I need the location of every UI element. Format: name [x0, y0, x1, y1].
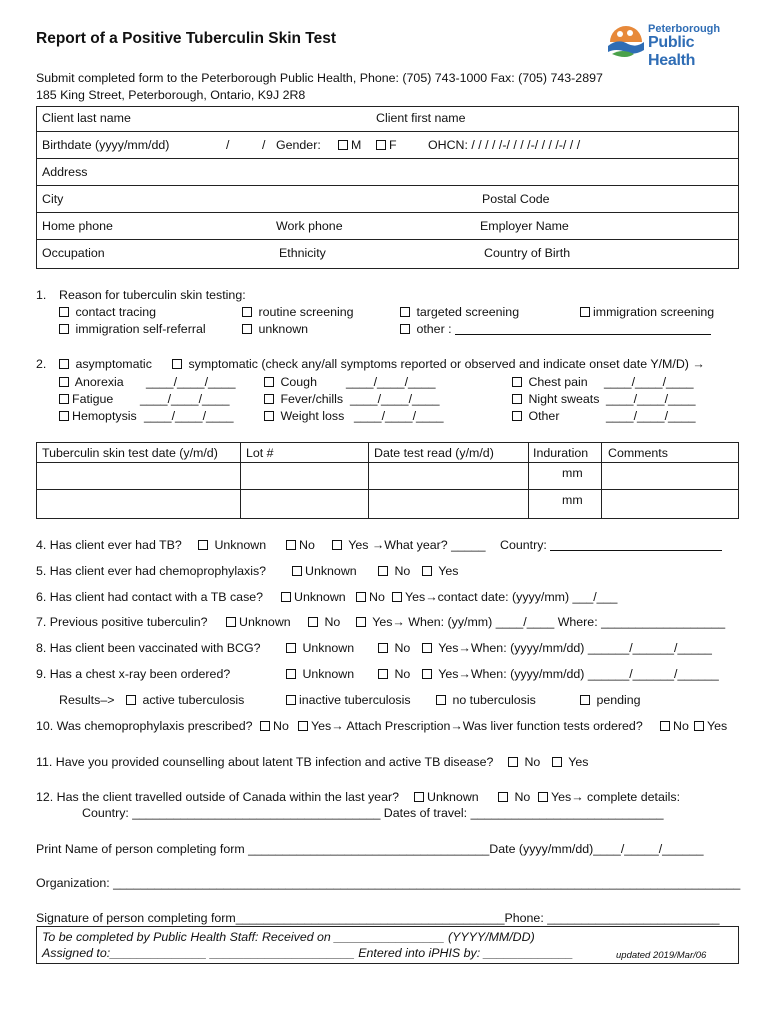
checkbox-icon[interactable] [126, 695, 136, 705]
q2-other[interactable]: Other [512, 409, 559, 423]
checkbox-icon[interactable] [338, 140, 348, 150]
address-field[interactable]: Address [42, 165, 88, 179]
table-header-date-read: Date test read (y/m/d) [374, 446, 494, 460]
checkbox-icon[interactable] [226, 617, 236, 627]
q1-unknown[interactable]: unknown [242, 322, 308, 336]
postal-code-field[interactable]: Postal Code [482, 192, 550, 206]
birthdate-slash-2: / [262, 138, 266, 152]
q2-chest-pain-date[interactable]: ____/____/____ [604, 375, 694, 389]
q7-yes[interactable]: Yes→ When: (yy/mm) ____/____ Where: __________________ [356, 615, 725, 629]
checkbox-icon[interactable] [59, 359, 69, 369]
staff-assigned-line[interactable]: Assigned to:______________ _____________________ Entered into iPHIS by: _____________ [42, 946, 574, 960]
checkbox-icon[interactable] [264, 394, 274, 404]
q10-lft-yes[interactable]: Yes [694, 719, 727, 733]
q5-no[interactable]: No [378, 564, 410, 578]
q1-routine[interactable]: routine screening [242, 305, 354, 319]
checkbox-icon[interactable] [378, 643, 388, 653]
q2-weight-loss[interactable]: Weight loss [264, 409, 344, 423]
ethnicity-field[interactable]: Ethnicity [279, 246, 326, 260]
q12-yes[interactable]: Yes→ complete details: [538, 790, 680, 804]
checkbox-icon[interactable] [242, 307, 252, 317]
checkbox-icon[interactable] [400, 324, 410, 334]
q4-country[interactable]: Country: [500, 538, 722, 552]
q9-unknown[interactable]: Unknown [286, 667, 354, 681]
q2-night-sweats[interactable]: Night sweats [512, 392, 599, 406]
checkbox-icon[interactable] [264, 411, 274, 421]
checkbox-icon[interactable] [422, 643, 432, 653]
checkbox-icon[interactable] [580, 307, 590, 317]
q11-label: 11. Have you provided counselling about latent TB infection and active TB disease? [36, 755, 494, 769]
checkbox-icon[interactable] [538, 792, 548, 802]
checkbox-icon[interactable] [498, 792, 508, 802]
checkbox-icon[interactable] [356, 617, 366, 627]
q9-yes[interactable]: Yes→When: (yyyy/mm/dd) ______/______/______ [422, 667, 719, 681]
city-field[interactable]: City [42, 192, 64, 206]
table-header-comments: Comments [608, 446, 668, 460]
q4-label: 4. Has client ever had TB? [36, 538, 182, 552]
home-phone-field[interactable]: Home phone [42, 219, 113, 233]
q7-label: 7. Previous positive tuberculin? [36, 615, 208, 629]
q8-yes[interactable]: Yes→When: (yyyy/mm/dd) ______/______/_____ [422, 641, 712, 655]
employer-field[interactable]: Employer Name [480, 219, 569, 233]
q6-no[interactable]: No [356, 590, 385, 604]
gender-male-checkbox[interactable]: M [338, 138, 361, 152]
q6-unknown[interactable]: Unknown [281, 590, 346, 604]
q1-other[interactable]: other : [400, 322, 711, 336]
q1-number: 1. [36, 288, 47, 302]
q1-immigration-screening[interactable]: immigration screening [580, 305, 714, 319]
address-line: 185 King Street, Peterborough, Ontario, K9J 2R8 [36, 88, 306, 102]
checkbox-icon[interactable] [308, 617, 318, 627]
checkbox-icon[interactable] [59, 394, 69, 404]
q8-no[interactable]: No [378, 641, 410, 655]
results-pending[interactable]: pending [580, 693, 641, 707]
results-inactive[interactable]: inactive tuberculosis [286, 693, 411, 707]
q12-details[interactable]: Country: ____________________________________ Dates of travel: ____________________________ [82, 806, 664, 820]
checkbox-icon[interactable] [281, 592, 291, 602]
checkbox-icon[interactable] [422, 669, 432, 679]
q12-label: 12. Has the client travelled outside of Canada within the last year? [36, 790, 399, 804]
logo-line1: Peterborough [648, 23, 721, 35]
q10-no[interactable]: No [260, 719, 289, 733]
checkbox-icon[interactable] [694, 721, 704, 731]
checkbox-icon[interactable] [198, 540, 208, 550]
results-label: Results–> [59, 693, 115, 707]
checkbox-icon[interactable] [298, 721, 308, 731]
q9-label: 9. Has a chest x-ray been ordered? [36, 667, 231, 681]
induration-unit-row1: mm [562, 466, 583, 480]
q1-contact-tracing[interactable]: contact tracing [59, 305, 156, 319]
checkbox-icon[interactable] [392, 592, 402, 602]
logo-line2: Public Health [648, 34, 696, 69]
q6-label: 6. Has client had contact with a TB case? [36, 590, 264, 604]
checkbox-icon[interactable] [422, 566, 432, 576]
checkbox-icon[interactable] [512, 411, 522, 421]
gender-female-checkbox[interactable]: F [376, 138, 397, 152]
induration-unit-row2: mm [562, 493, 583, 507]
submit-line: Submit completed form to the Peterborough Public Health, Phone: (705) 743-1000 Fax: (705) 743-2897 [36, 71, 603, 85]
q2-night-sweats-date[interactable]: ____/____/____ [606, 392, 696, 406]
q7-no[interactable]: No [308, 615, 340, 629]
checkbox-icon[interactable] [400, 307, 410, 317]
q2-hemoptysis[interactable]: Hemoptysis [59, 409, 137, 423]
checkbox-icon[interactable] [660, 721, 670, 731]
q2-symptomatic[interactable]: symptomatic (check any/all symptoms reported or observed and indicate onset date Y/M/D) → [172, 357, 705, 371]
q1-immigration-referral[interactable]: immigration self-referral [59, 322, 206, 336]
q10-yes[interactable]: Yes→ Attach Prescription→Was liver function tests ordered? [298, 719, 643, 733]
checkbox-icon[interactable] [286, 643, 296, 653]
checkbox-icon[interactable] [512, 377, 522, 387]
checkbox-icon[interactable] [59, 377, 69, 387]
birthdate-field[interactable]: Birthdate (yyyy/mm/dd) [42, 138, 170, 152]
q12-unknown[interactable]: Unknown [414, 790, 479, 804]
logo-mark-icon [606, 20, 646, 60]
q9-no[interactable]: No [378, 667, 410, 681]
q8-unknown[interactable]: Unknown [286, 641, 354, 655]
q12-no[interactable]: No [498, 790, 530, 804]
checkbox-icon[interactable] [59, 307, 69, 317]
checkbox-icon[interactable] [356, 592, 366, 602]
client-last-name-field[interactable]: Client last name [42, 111, 131, 125]
checkbox-icon[interactable] [286, 695, 296, 705]
country-birth-field[interactable]: Country of Birth [484, 246, 571, 260]
results-active[interactable]: active tuberculosis [126, 693, 244, 707]
logo [606, 20, 736, 69]
gender-label: Gender: [276, 138, 321, 152]
checkbox-icon[interactable] [414, 792, 424, 802]
q1-label: Reason for tuberculin skin testing: [59, 288, 246, 302]
staff-received-line[interactable]: To be completed by Public Health Staff: Received on ________________ (YYYY/MM/DD) [42, 930, 535, 944]
signature-line[interactable]: Signature of person completing form_______________________________________Phone: _________________________ [36, 911, 720, 925]
q1-targeted[interactable]: targeted screening [400, 305, 519, 319]
table-header-test-date: Tuberculin skin test date (y/m/d) [42, 446, 218, 460]
work-phone-field[interactable]: Work phone [276, 219, 343, 233]
q4-no[interactable]: No [286, 538, 315, 552]
checkbox-icon[interactable] [286, 669, 296, 679]
checkbox-icon[interactable] [378, 669, 388, 679]
q2-chest-pain[interactable]: Chest pain [512, 375, 588, 389]
q2-anorexia[interactable]: Anorexia [59, 375, 124, 389]
q5-yes[interactable]: Yes [422, 564, 458, 578]
q11-yes[interactable]: Yes [552, 755, 588, 769]
checkbox-icon[interactable] [376, 140, 386, 150]
checkbox-icon[interactable] [512, 394, 522, 404]
q2-weight-loss-date[interactable]: ____/____/____ [354, 409, 444, 423]
checkbox-icon[interactable] [292, 566, 302, 576]
checkbox-icon[interactable] [172, 359, 182, 369]
q2-asymptomatic[interactable]: asymptomatic [59, 357, 152, 371]
table-header-lot: Lot # [246, 446, 274, 460]
q2-fever-date[interactable]: ____/____/____ [350, 392, 440, 406]
checkbox-icon[interactable] [552, 757, 562, 767]
q6-yes[interactable]: Yes→contact date: (yyyy/mm) ___/___ [392, 590, 617, 604]
q2-cough-date[interactable]: ____/____/____ [346, 375, 436, 389]
q2-fatigue-date[interactable]: ____/____/____ [140, 392, 230, 406]
q8-label: 8. Has client been vaccinated with BCG? [36, 641, 261, 655]
checkbox-icon[interactable] [242, 324, 252, 334]
updated-date: updated 2019/Mar/06 [616, 950, 707, 961]
q4-unknown[interactable]: Unknown [198, 538, 266, 552]
checkbox-icon[interactable] [59, 411, 69, 421]
print-name-line[interactable]: Print Name of person completing form ___________________________________Date (yyyy/mm/dd)____/_____/______ [36, 842, 704, 856]
q2-other-date[interactable]: ____/____/____ [606, 409, 696, 423]
checkbox-icon[interactable] [580, 695, 590, 705]
q5-unknown[interactable]: Unknown [292, 564, 357, 578]
q4-yes[interactable]: Yes →What year? _____ [332, 538, 486, 552]
q10-lft-no[interactable]: No [660, 719, 689, 733]
q5-label: 5. Has client ever had chemoprophylaxis? [36, 564, 267, 578]
checkbox-icon[interactable] [260, 721, 270, 731]
q2-fatigue[interactable]: Fatigue [59, 392, 113, 406]
q1-other-input[interactable] [455, 323, 711, 335]
checkbox-icon[interactable] [436, 695, 446, 705]
checkbox-icon[interactable] [286, 540, 296, 550]
q10-label: 10. Was chemoprophylaxis prescribed? [36, 719, 253, 733]
ohcn-field[interactable]: OHCN: / / / / /-/ / / /-/ / / /-/ / / [428, 138, 581, 152]
q2-anorexia-date[interactable]: ____/____/____ [146, 375, 236, 389]
table-header-induration: Induration [533, 446, 589, 460]
form-title: Report of a Positive Tuberculin Skin Test [36, 30, 337, 47]
client-first-name-field[interactable]: Client first name [376, 111, 466, 125]
organization-line[interactable]: Organization: ___________________________________________________________________________________________ [36, 876, 741, 890]
q2-number: 2. [36, 357, 47, 371]
results-no-tb[interactable]: no tuberculosis [436, 693, 536, 707]
checkbox-icon[interactable] [332, 540, 342, 550]
q2-fever[interactable]: Fever/chills [264, 392, 343, 406]
occupation-field[interactable]: Occupation [42, 246, 105, 260]
checkbox-icon[interactable] [378, 566, 388, 576]
checkbox-icon[interactable] [59, 324, 69, 334]
q11-no[interactable]: No [508, 755, 540, 769]
checkbox-icon[interactable] [508, 757, 518, 767]
birthdate-slash-1: / [226, 138, 230, 152]
q2-cough[interactable]: Cough [264, 375, 317, 389]
q2-hemoptysis-date[interactable]: ____/____/____ [144, 409, 234, 423]
checkbox-icon[interactable] [264, 377, 274, 387]
q7-unknown[interactable]: Unknown [226, 615, 291, 629]
